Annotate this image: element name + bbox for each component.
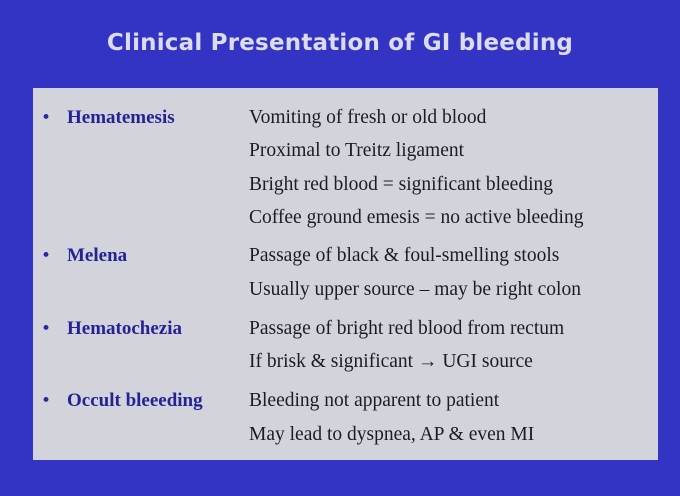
description-line: Proximal to Treitz ligament <box>249 140 465 161</box>
bullet: • <box>41 319 52 339</box>
bullet: • <box>41 246 52 266</box>
term-occult-bleeding: Occult bleeeding <box>67 390 203 411</box>
term-melena: Melena <box>67 245 128 266</box>
description-line: May lead to dyspnea, AP & even MI <box>249 424 535 445</box>
content-box <box>33 88 658 460</box>
description-line: Passage of bright red blood from rectum <box>249 318 565 339</box>
description-line: Bleeding not apparent to patient <box>249 390 500 411</box>
term-hematochezia: Hematochezia <box>67 318 183 339</box>
bullet: • <box>41 391 52 411</box>
description-line: Vomiting of fresh or old blood <box>249 107 487 128</box>
description-line: Coffee ground emesis = no active bleeding <box>249 207 584 228</box>
description-line: If brisk & significant → UGI source <box>249 351 533 372</box>
description-line: Passage of black & foul-smelling stools <box>249 245 560 266</box>
term-hematemesis: Hematemesis <box>67 107 175 128</box>
description-line: Bright red blood = significant bleeding <box>249 174 553 195</box>
bullet: • <box>41 108 52 128</box>
description-line: Usually upper source – may be right colon <box>249 279 581 300</box>
slide-title: Clinical Presentation of GI bleeding <box>106 30 574 56</box>
